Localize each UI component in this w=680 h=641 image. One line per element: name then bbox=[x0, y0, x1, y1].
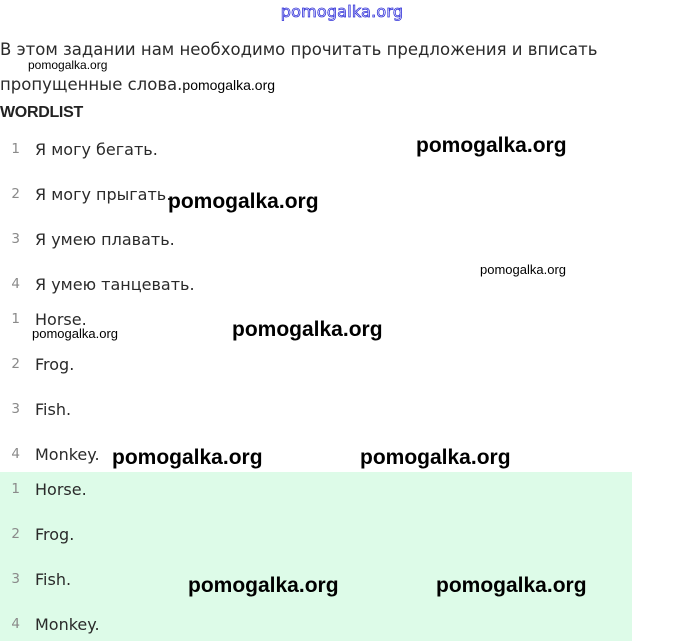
item-text: Frog. bbox=[35, 524, 75, 544]
item-number: 1 bbox=[11, 141, 20, 157]
intro-text: В этом задании нам необходимо прочитать предложения и вписать пропущенные слова. bbox=[0, 40, 598, 94]
item-number: 4 bbox=[11, 616, 20, 632]
item-number: 2 bbox=[11, 526, 20, 542]
item-text: Я умею танцевать. bbox=[35, 274, 195, 294]
item-text: Fish. bbox=[35, 569, 72, 589]
list-item bbox=[0, 396, 71, 422]
list-item bbox=[0, 521, 74, 547]
item-text: Horse. bbox=[35, 479, 87, 499]
item-number: 4 bbox=[11, 276, 20, 292]
watermark: pomogalka.org bbox=[232, 318, 383, 341]
item-text: Frog. bbox=[35, 354, 75, 374]
item-text: Horse. bbox=[35, 309, 87, 329]
item-number: 1 bbox=[11, 481, 20, 497]
item-text: Я умею плавать. bbox=[35, 229, 175, 249]
watermark: pomogalka.org bbox=[188, 574, 339, 597]
watermark: pomogalka.org bbox=[436, 574, 587, 597]
list-item bbox=[0, 271, 195, 297]
item-number: 3 bbox=[11, 231, 20, 247]
list-item bbox=[0, 611, 100, 637]
item-number: 4 bbox=[11, 446, 20, 462]
watermark: pomogalka.org bbox=[416, 134, 567, 157]
list-item bbox=[0, 226, 175, 252]
list-item bbox=[0, 476, 87, 502]
item-number: 3 bbox=[11, 401, 20, 417]
item-text: Я могу прыгать. bbox=[35, 184, 172, 204]
item-text: Monkey. bbox=[35, 444, 100, 464]
watermark: pomogalka.org bbox=[32, 326, 118, 341]
site-link[interactable]: pomogalka.org bbox=[280, 2, 404, 21]
watermark: pomogalka.org bbox=[168, 190, 319, 213]
item-text: Monkey. bbox=[35, 614, 100, 634]
section-heading: WORDLIST bbox=[0, 104, 83, 121]
item-number: 1 bbox=[11, 311, 20, 327]
watermark: pomogalka.org bbox=[360, 446, 511, 469]
item-text: Я могу бегать. bbox=[35, 139, 158, 159]
item-number: 2 bbox=[11, 186, 20, 202]
item-number: 3 bbox=[11, 571, 20, 587]
item-number: 2 bbox=[11, 356, 20, 372]
inline-watermark: pomogalka.org bbox=[182, 77, 276, 93]
list-item bbox=[0, 351, 74, 377]
watermark: pomogalka.org bbox=[112, 446, 263, 469]
list-item bbox=[0, 181, 171, 207]
list-item bbox=[0, 136, 158, 162]
watermark: pomogalka.org bbox=[480, 262, 566, 277]
item-text: Fish. bbox=[35, 399, 72, 419]
list-item bbox=[0, 566, 71, 592]
list-item bbox=[0, 441, 100, 467]
watermark: pomogalka.org bbox=[28, 58, 108, 72]
